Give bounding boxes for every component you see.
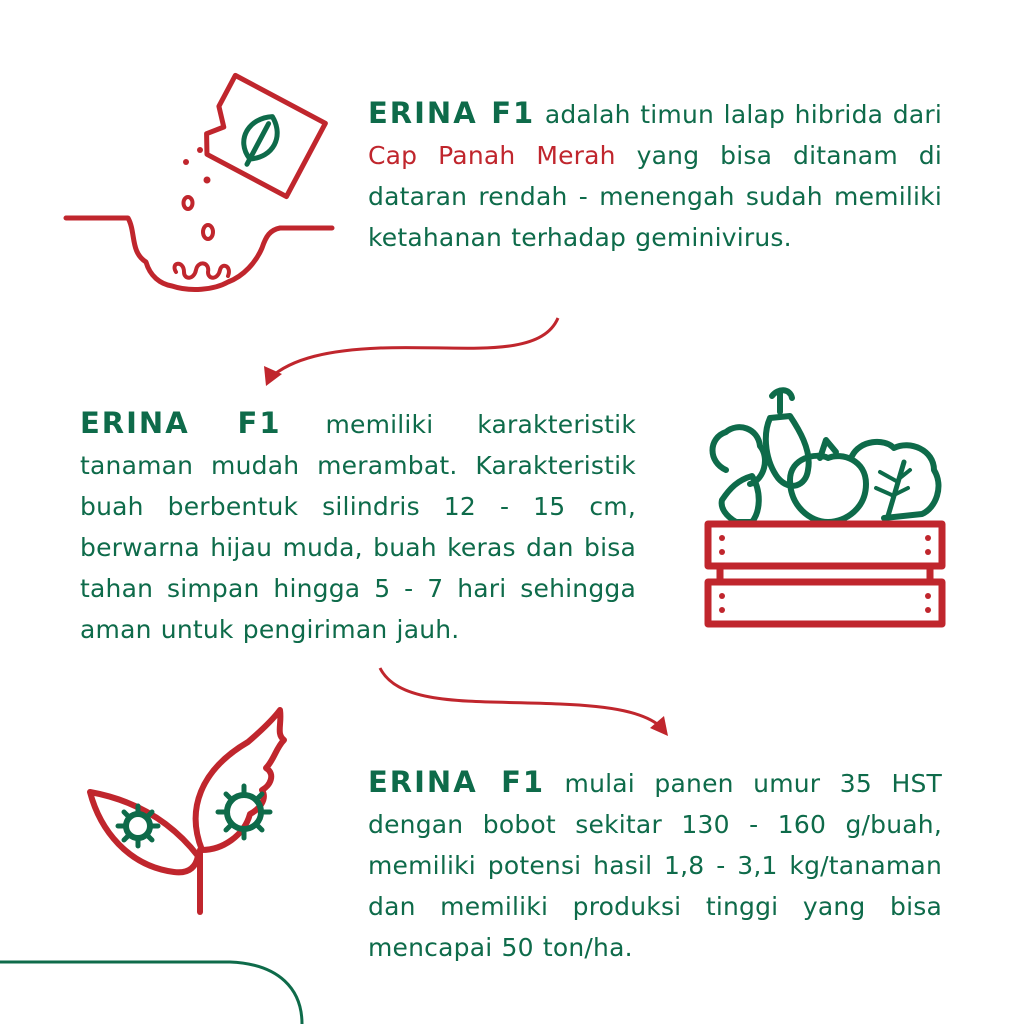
description-block-characteristics: [80, 403, 636, 650]
connector-arrow-1: [264, 318, 558, 386]
leaf-pest-icon: [90, 710, 284, 912]
harvest-text: mulai panen umur 35 HST dengan bobot sekitar 130 - 160 g/buah, memiliki potensi hasil 1,8 - 3,1 kg/tanaman dan memiliki produksi tinggi yang bisa mencapai 50 ton/ha.: [368, 769, 942, 962]
characteristics-text: memiliki karakteristik tanaman mudah merambat. Karakteristik buah berbentuk silindris 12 - 15 cm, berwarna hijau muda, buah keras dan bisa tahan simpan hingga 5 - 7 hari sehingga aman untuk pengiriman jauh.: [80, 410, 636, 644]
product-name: ERINA F1: [368, 765, 546, 799]
connector-arrow-2: [380, 668, 668, 736]
intro-text-part-2: yang bisa ditanam di dataran rendah - menengah sudah memiliki ketahanan terhadap geminivirus.: [368, 141, 942, 252]
product-name: ERINA F1: [368, 96, 536, 130]
seed-planting-icon: [66, 75, 332, 289]
intro-text-part-1: adalah timun lalap hibrida dari: [544, 100, 942, 129]
product-name: ERINA F1: [80, 406, 282, 440]
brand-highlight: Cap Panah Merah: [368, 141, 616, 170]
vegetable-crate-icon: [708, 390, 942, 624]
description-block-intro: [368, 93, 942, 258]
description-block-harvest: [368, 762, 942, 968]
decorative-corner-line: [0, 962, 302, 1024]
